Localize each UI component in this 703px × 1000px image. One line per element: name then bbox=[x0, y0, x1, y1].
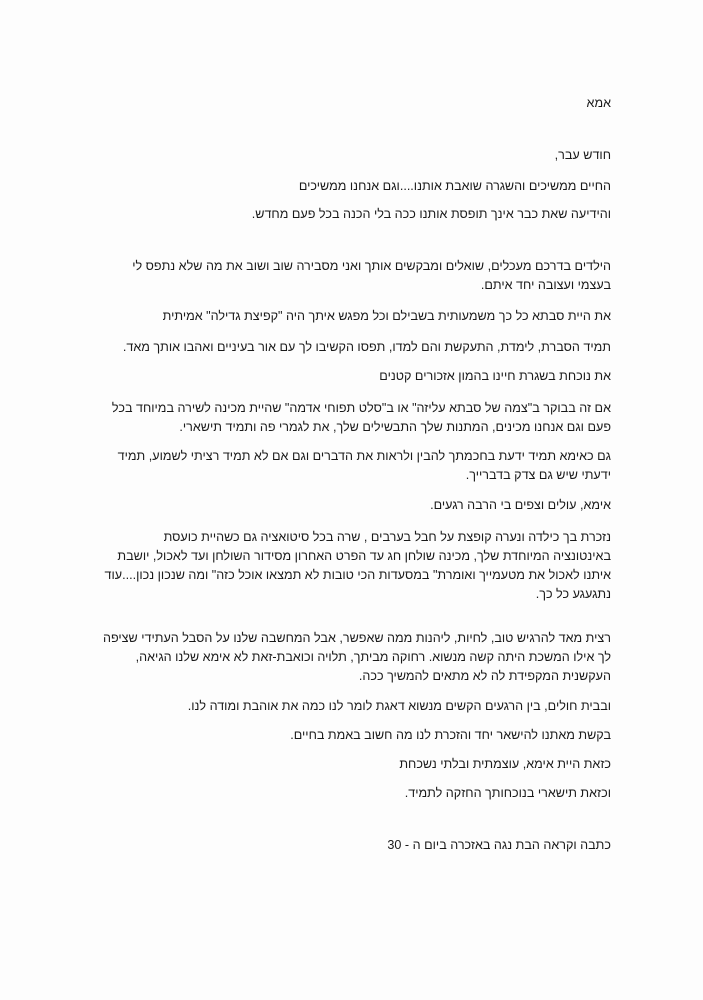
paragraph-line: את היית סבתא כל כך משמעותית בשבילם וכל מפגש איתך היה "קפיצת גדילה" אמיתית bbox=[162, 309, 611, 323]
paragraph-line: בקשת מאתנו להישאר יחד והזכרת לנו מה חשוב באמת בחיים. bbox=[290, 728, 611, 742]
paragraph-line: אם זה בבוקר ב"צמה של סבתא עליזה" או ב"סלט תפוחי אדמה" שהיית מכינה לשירה במיוחד בכל bbox=[111, 401, 611, 415]
paragraph-line: תמיד הסברת, לימדת, התעקשת והם למדו, תפסו הקשיבו לך עם אור בעיניים ואהבו אותך מאד. bbox=[122, 340, 611, 354]
signature-line: כתבה וקראה הבת נגה באזכרה ביום ה - 30 bbox=[387, 838, 611, 852]
paragraph-line: נתגעגע כל כך. bbox=[535, 587, 611, 601]
paragraph-line: לך אילו המשכת היתה קשה מנשוא. רחוקה מביתך, תלויה וכואבת-זאת לא אימא שלנו הגיאה, bbox=[135, 650, 611, 664]
paragraph-line: את נוכחת בשגרת חיינו בהמון אזכורים קטנים bbox=[379, 369, 611, 383]
paragraph-line: העקשנית המקפידת לה לא מתאים להמשיך ככה. bbox=[358, 669, 611, 683]
paragraph-line: רצית מאד להרגיש טוב, לחיות, ליהנות ממה שאפשר, אבל המחשבה שלנו על הסבל העתידי שציפה bbox=[102, 631, 611, 645]
paragraph-line: נזכרת בך כילדה ונערה קופצת על חבל בערבים , שרה בכל סיטואציה גם כשהיית כועסת bbox=[163, 530, 611, 544]
paragraph-line: באינטונציה המיוחדת שלך, מכינה שולחן חג עד הפרט האחרון מסידור השולחן ועד לאכול, יושבת bbox=[117, 549, 611, 563]
paragraph-line: החיים ממשיכים והשגרה שואבת אותנו....וגם אנחנו ממשיכים bbox=[298, 179, 611, 193]
paragraph-line: בעצמי ועצובה יחד איתם. bbox=[480, 278, 611, 292]
paragraph-line: גם כאימא תמיד ידעת בחכמתך להבין ולראות את הדברים וגם אם לא תמיד רציתי לשמוע, תמיד bbox=[117, 449, 611, 463]
paragraph-line: הילדים בדרכם מעכלים, שואלים ומבקשים אותך ואני מסבירה שוב ושוב את מה שלא נתפס לי bbox=[132, 259, 611, 273]
paragraph-line: איתנו לאכול את מטעמייך ואומרת" במסעדות הכי טובות לא תמצאו אוכל כזה" ומה שנכון נכון....עוד bbox=[104, 568, 611, 582]
paragraph-line: פעם וגם אנחנו מכינים, המתנות שלך התבשילים שלך, את לגמרי פה ותמיד תישארי. bbox=[179, 420, 611, 434]
paragraph-line: אימא, עולים וצפים בי הרבה רגעים. bbox=[430, 498, 611, 512]
paragraph-line: כזאת היית אימא, עוצמתית ובלתי נשכחת bbox=[399, 757, 611, 771]
paragraph-line: ידעתי שיש גם צדק בדברייך. bbox=[465, 468, 611, 482]
paragraph-line: וכזאת תישארי בנוכחותך החזקה לתמיד. bbox=[404, 786, 611, 800]
paragraph-line: חודש עבר, bbox=[554, 148, 611, 162]
paragraph-line: והידיעה שאת כבר אינך תופסת אותנו ככה בלי הכנה בכל פעם מחדש. bbox=[251, 207, 611, 221]
paragraph-line: ובבית חולים, בין הרגעים הקשים מנשוא דאגת לומר לנו כמה את אוהבת ומודה לנו. bbox=[187, 699, 611, 713]
document-title: אמא bbox=[586, 96, 611, 110]
